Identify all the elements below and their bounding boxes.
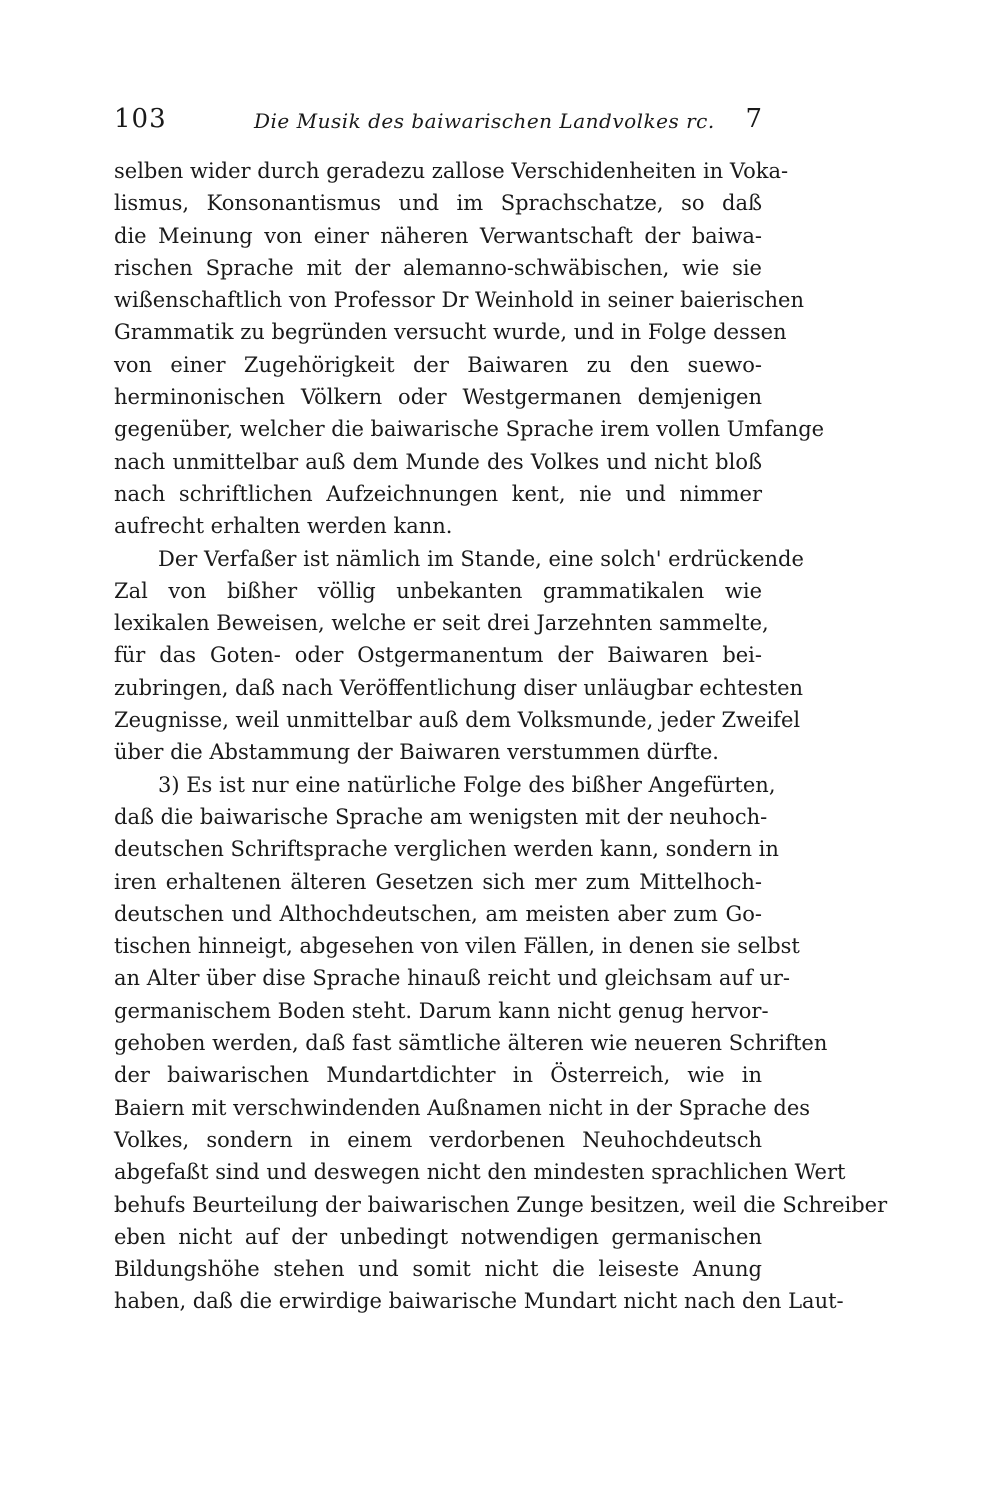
text-line: für das Goten- oder Ostgermanentum der Baiwaren bei- [114, 643, 762, 668]
text-line: deutschen und Althochdeutschen, am meisten aber zum Go- [114, 901, 762, 926]
text-line: lismus, Konsonantismus und im Sprachschatze, so daß [114, 191, 762, 216]
text-line: haben, daß die erwirdige baiwarische Mundart nicht nach den Laut- [114, 1289, 844, 1314]
text-line: aufrecht erhalten werden kann. [114, 514, 453, 539]
text-line: Grammatik zu begründen versucht wurde, und in Folge dessen [114, 320, 787, 345]
text-line: behufs Beurteilung der baiwarischen Zunge besitzen, weil die Schreiber [114, 1192, 888, 1217]
text-line: Zeugnisse, weil unmittelbar auß dem Volksmunde, jeder Zweifel [114, 708, 801, 733]
text-line: tischen hinneigt, abgesehen von vilen Fällen, in denen sie selbst [114, 934, 800, 959]
page-number: 103 [114, 104, 167, 134]
text-line: rischen Sprache mit der alemanno-schwäbischen, wie sie [114, 255, 762, 280]
body-text [114, 155, 888, 1318]
text-line: der baiwarischen Mundartdichter in Österreich, wie in [114, 1063, 762, 1088]
text-line: nach schriftlichen Aufzeichnungen kent, nie und nimmer [114, 481, 762, 506]
text-line: gegenüber, welcher die baiwarische Sprache irem vollen Umfange [114, 417, 825, 442]
text-line: germanischem Boden steht. Darum kann nicht genug hervor- [114, 998, 769, 1023]
text-line: wißenschaftlich von Professor Dr Weinhold in seiner baierischen [114, 288, 804, 313]
text-line: eben nicht auf der unbedingt notwendigen germanischen [114, 1224, 762, 1249]
text-line: lexikalen Beweisen, welche er seit drei Jarzehnten sammelte, [114, 611, 769, 636]
text-line: über die Abstammung der Baiwaren verstummen dürfte. [114, 740, 719, 765]
text-line: Bildungshöhe stehen und somit nicht die leiseste Anung [114, 1257, 762, 1282]
section-number: 7 [745, 104, 762, 134]
text-line: Zal von bißher völlig unbekanten grammatikalen wie [114, 578, 762, 603]
text-line: selben wider durch geradezu zallose Verschidenheiten in Voka- [114, 159, 789, 183]
text-line: die Meinung von einer näheren Verwantschaft der baiwa- [114, 223, 762, 248]
text-line: nach unmittelbar auß dem Munde des Volkes und nicht bloß [114, 449, 762, 474]
text-line: an Alter über dise Sprache hinauß reicht und gleichsam auf ur- [114, 966, 790, 991]
text-line: herminonischen Völkern oder Westgermanen demjenigen [114, 385, 762, 410]
running-title: Die Musik des baiwarischen Landvolkes rc. [254, 109, 715, 133]
text-line: Der Verfaßer ist nämlich im Stande, eine solch' erdrückende [158, 546, 804, 571]
text-line: deutschen Schriftsprache verglichen werden kann, sondern in [114, 837, 779, 862]
text-line: abgefaßt sind und deswegen nicht den mindesten sprachlichen Wert [114, 1160, 846, 1185]
text-line: gehoben werden, daß fast sämtliche älteren wie neueren Schriften [114, 1031, 828, 1056]
text-line: Volkes, sondern in einem verdorbenen Neuhochdeutsch [114, 1127, 762, 1152]
text-line: daß die baiwarische Sprache am wenigsten mit der neuhoch- [114, 804, 768, 829]
text-line: iren erhaltenen älteren Gesetzen sich mer zum Mittelhoch- [114, 869, 762, 894]
text-line: 3) Es ist nur eine natürliche Folge des bißher Angefürten, [158, 772, 776, 797]
text-line: von einer Zugehörigkeit der Baiwaren zu den suewo- [114, 352, 762, 377]
page-header [114, 104, 762, 144]
text-line: Baiern mit verschwindenden Außnamen nicht in der Sprache des [114, 1095, 811, 1120]
text-line: zubringen, daß nach Veröffentlichung diser unläugbar echtesten [114, 675, 804, 700]
